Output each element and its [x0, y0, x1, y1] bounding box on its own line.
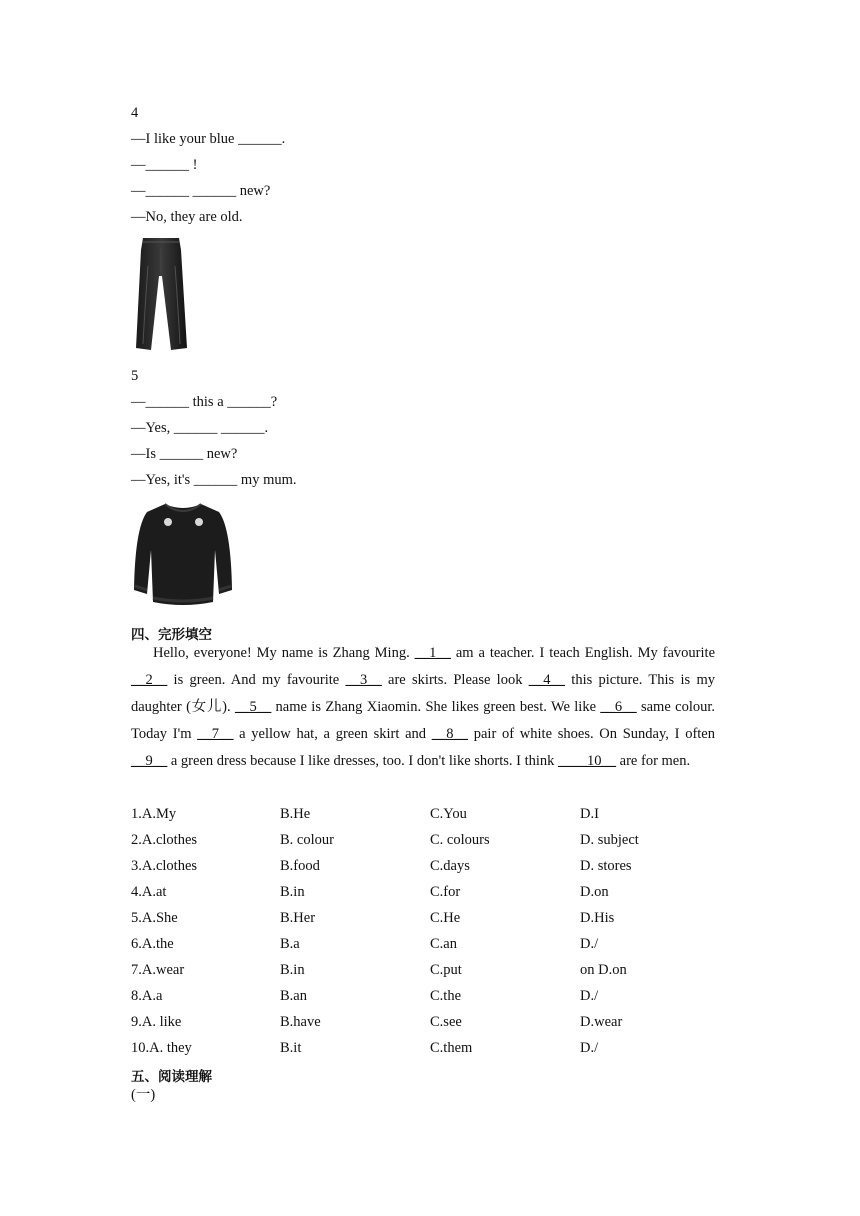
option-choice: D.on	[580, 884, 609, 900]
option-choice: B.Her	[280, 910, 316, 926]
option-row	[131, 987, 731, 1005]
section5-title: 五、阅读理解	[131, 1069, 212, 1085]
q5-line-4: —Yes, it's ______ my mum.	[131, 472, 297, 488]
option-row	[131, 1013, 731, 1031]
q5-line-2: —Yes, ______ ______.	[131, 420, 269, 436]
option-choice: D.I	[580, 806, 599, 822]
passage-text: same colour. Today I'm	[131, 699, 716, 742]
trousers-image	[131, 236, 193, 354]
section5-subtitle: (一)	[131, 1087, 156, 1103]
option-choice: B.it	[280, 1040, 302, 1056]
option-choice: B.a	[280, 936, 300, 952]
option-row	[131, 961, 731, 979]
section4-title: 四、完形填空	[131, 627, 212, 643]
option-choice: D. stores	[580, 858, 632, 874]
option-choice: C.You	[430, 806, 467, 822]
option-choice: C.He	[430, 910, 461, 926]
cloze-blank: __8__	[431, 726, 469, 742]
option-choice: 7.A.wear	[131, 962, 185, 978]
option-choice: 9.A. like	[131, 1014, 182, 1030]
option-choice: 8.A.a	[131, 988, 163, 1004]
option-choice: B.He	[280, 806, 311, 822]
q4-number: 4	[131, 105, 139, 121]
passage-text: are for men.	[616, 753, 691, 769]
cloze-blank: __5__	[234, 699, 272, 715]
cloze-blank: __2__	[131, 672, 168, 688]
q5-line-1: —______ this a ______?	[131, 394, 278, 410]
passage-text: pair of white shoes. On Sunday, I often	[468, 726, 715, 742]
passage-text: is green. And my favourite	[167, 672, 346, 688]
option-choice: B.have	[280, 1014, 321, 1030]
q5-line-3: —Is ______ new?	[131, 446, 238, 462]
option-row	[131, 1039, 731, 1057]
option-choice: 3.A.clothes	[131, 858, 198, 874]
passage-text: Hello, everyone! My name is Zhang Ming.	[153, 645, 415, 661]
q4-line-4: —No, they are old.	[131, 209, 243, 225]
option-choice: D. subject	[580, 832, 639, 848]
cloze-blank: __9__	[131, 753, 168, 769]
q4-line-1: —I like your blue ______.	[131, 131, 286, 147]
passage-text: a yellow hat, a green skirt and	[233, 726, 432, 742]
option-choice: C.days	[430, 858, 470, 874]
option-choice: B.an	[280, 988, 307, 1004]
option-row	[131, 831, 731, 849]
option-choice: 1.A.My	[131, 806, 177, 822]
cloze-blank: __6__	[600, 699, 637, 715]
option-choice: C.an	[430, 936, 457, 952]
option-choice: 5.A.She	[131, 910, 178, 926]
q5-number: 5	[131, 368, 139, 384]
option-row	[131, 805, 731, 823]
passage-text: a green dress because I like dresses, too. I don't like shorts. I think	[167, 753, 559, 769]
cloze-blank: __7__	[197, 726, 234, 742]
option-choice: 10.A. they	[131, 1040, 192, 1056]
option-choice: C. colours	[430, 832, 490, 848]
option-choice: B.in	[280, 962, 305, 978]
option-choice: C.the	[430, 988, 462, 1004]
q4-line-2: —______ !	[131, 157, 198, 173]
option-row	[131, 883, 731, 901]
option-choice: D./	[580, 1040, 599, 1056]
cloze-blank: __4__	[528, 672, 565, 688]
passage-text: name is Zhang Xiaomin. She likes green best. We like	[271, 699, 601, 715]
option-choice: C.for	[430, 884, 461, 900]
option-choice: D.wear	[580, 1014, 623, 1030]
option-row	[131, 909, 731, 927]
passage-text: am a teacher. I teach English. My favourite	[450, 645, 715, 661]
option-choice: on D.on	[580, 962, 627, 978]
passage-text: are skirts. Please look	[381, 672, 529, 688]
option-row	[131, 935, 731, 953]
q4-line-3: —______ ______ new?	[131, 183, 271, 199]
cloze-blank: __3__	[345, 672, 382, 688]
option-choice: C.put	[430, 962, 462, 978]
cloze-blank: __1__	[414, 645, 451, 661]
passage-text: this picture. This is my daughter (女儿).	[131, 672, 715, 715]
option-choice: D.His	[580, 910, 615, 926]
option-choice: D./	[580, 936, 599, 952]
option-choice: B. colour	[280, 832, 334, 848]
cloze-passage	[131, 640, 715, 775]
option-choice: C.see	[430, 1014, 462, 1030]
option-choice: B.food	[280, 858, 320, 874]
option-row	[131, 857, 731, 875]
option-choice: 2.A.clothes	[131, 832, 198, 848]
option-choice: 6.A.the	[131, 936, 174, 952]
option-choice: B.in	[280, 884, 305, 900]
option-choice: 4.A.at	[131, 884, 167, 900]
sweater-image	[131, 498, 235, 610]
option-choice: D./	[580, 988, 599, 1004]
cloze-blank: ____10__	[558, 753, 617, 769]
option-choice: C.them	[430, 1040, 473, 1056]
